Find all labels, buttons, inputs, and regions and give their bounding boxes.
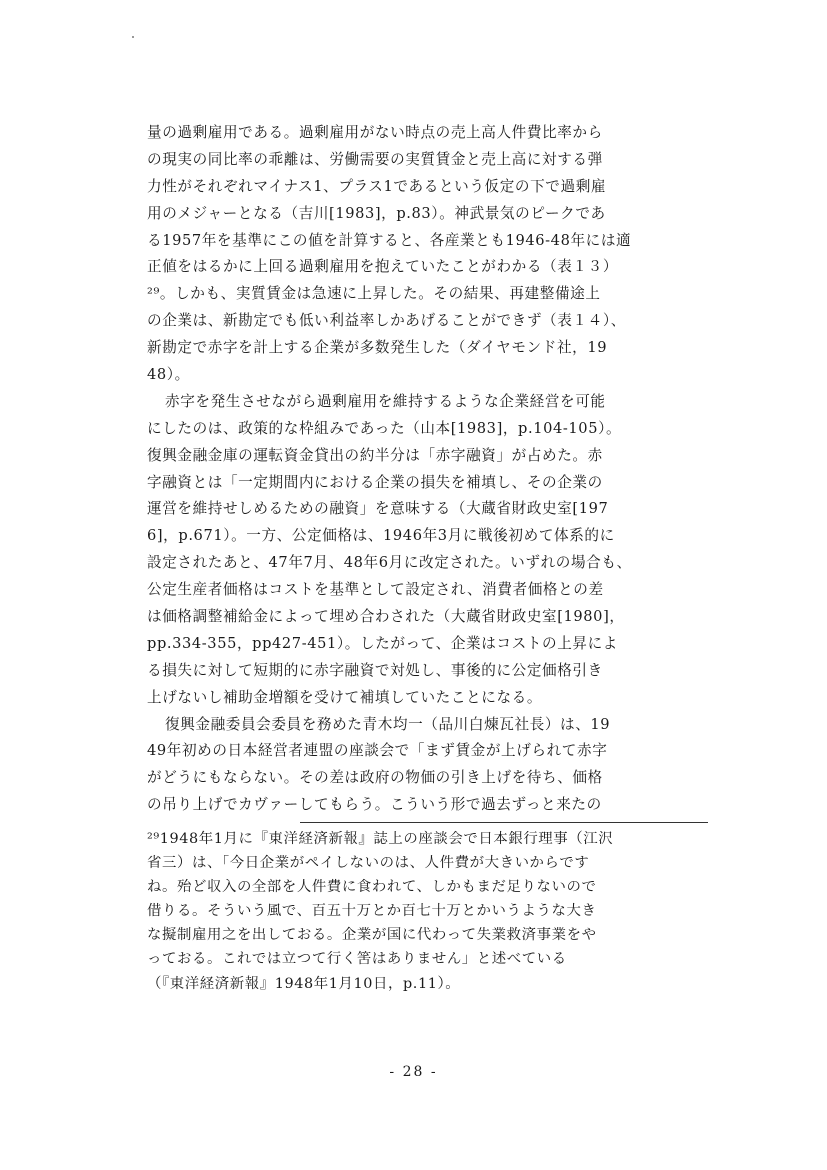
footnote-line: っておる。これでは立つて行く筈はありません」と述べている: [147, 951, 567, 968]
body-line: る1957年を基準にこの値を計算すると、各産業とも1946-48年には適: [147, 231, 632, 249]
body-line: 公定生産者価格はコストを基準として設定され、消費者価格との差: [147, 581, 604, 599]
body-line: 正値をはるかに上回る過剰雇用を抱えていたことがわかる（表１３）: [147, 258, 619, 276]
body-line: の現実の同比率の乖離は、労働需要の実質賃金と売上高に対する弾: [147, 150, 603, 168]
body-line: 運営を維持せしめるための融資」を意味する（大蔵省財政史室[197: [147, 500, 609, 518]
footnote-line: 省三）は、「今日企業がペイしないのは、人件費が大きいからです: [147, 855, 590, 872]
footnote-line: （『東洋経済新報』1948年1月10日，p.11）。: [147, 975, 461, 992]
body-line: の吊り上げでカヴァーしてもらう。こういう形で過去ずっと来たの: [147, 796, 602, 814]
body-line: 49年初めの日本経営者連盟の座談会で「まず賃金が上げられて赤字: [147, 742, 608, 760]
body-line: 上げないし補助金増額を受けて補填していたことになる。: [147, 688, 543, 706]
body-text: [147, 120, 707, 819]
body-line: る損失に対して短期的に赤字融資で対処し、事後的に公定価格引き: [147, 661, 603, 679]
body-line: 用のメジャーとなる（吉川[1983]，p.83）。神武景気のピークであ: [147, 204, 606, 222]
footnote-line: な擬制雇用之を出しておる。企業が国に代わって失業救済事業をや: [147, 927, 597, 944]
footnote-line: 借りる。そういう風で、百五十万とか百七十万とかいうような大き: [147, 903, 597, 920]
body-line: 復興金融金庫の運転資金貸出の約半分は「赤字融資」が占めた。赤: [147, 446, 603, 464]
body-line: 48）。: [147, 366, 190, 384]
body-line: 新勘定で赤字を計上する企業が多数発生した（ダイヤモンド社，19: [147, 339, 608, 357]
scan-speck: [132, 36, 134, 38]
body-line: 赤字を発生させながら過剰雇用を維持するような企業経営を可能: [165, 392, 606, 410]
body-line: 力性がそれぞれマイナス1、プラス1であるという仮定の下で過剰雇: [147, 177, 607, 195]
footnote-line: ね。殆ど収入の全部を人件費に食われて、しかもまだ足りないので: [147, 879, 597, 896]
body-line: 6]，p.671）。一方、公定価格は、1946年3月に戦後初めて体系的に: [147, 527, 615, 545]
body-line: 設定されたあと、47年7月、48年6月に改定された。いずれの場合も、: [147, 554, 632, 572]
body-line: の企業は、新勘定でも低い利益率しかあげることができず（表１４）、: [147, 312, 626, 330]
footnote-line: ²⁹1948年1月に『東洋経済新報』誌上の座談会で日本銀行理事（江沢: [147, 831, 614, 847]
body-line: 字融資とは「一定期間内における企業の損失を補填し、その企業の: [147, 473, 603, 491]
body-line: にしたのは、政策的な枠組みであった（山本[1983]，p.104-105）。: [147, 419, 622, 437]
footnote: [147, 827, 707, 996]
footnote-divider: [300, 822, 708, 823]
body-line: がどうにもならない。その差は政府の物価の引き上げを待ち、価格: [147, 769, 603, 787]
body-line: は価格調整補給金によって埋め合わされた（大蔵省財政史室[1980]，: [147, 608, 625, 626]
page-number: - 28 -: [389, 1064, 438, 1080]
body-line: 量の過剰雇用である。過剰雇用がない時点の売上高人件費比率から: [147, 124, 603, 141]
body-line: pp.334-355，pp427-451）。したがって、企業はコストの上昇によ: [147, 634, 618, 652]
body-line: 復興金融委員会委員を務めた青木均一（品川白煉瓦社長）は、19: [165, 715, 611, 733]
body-line: ²⁹。しかも、実質賃金は急速に上昇した。その結果、再建整備途上: [147, 285, 601, 303]
